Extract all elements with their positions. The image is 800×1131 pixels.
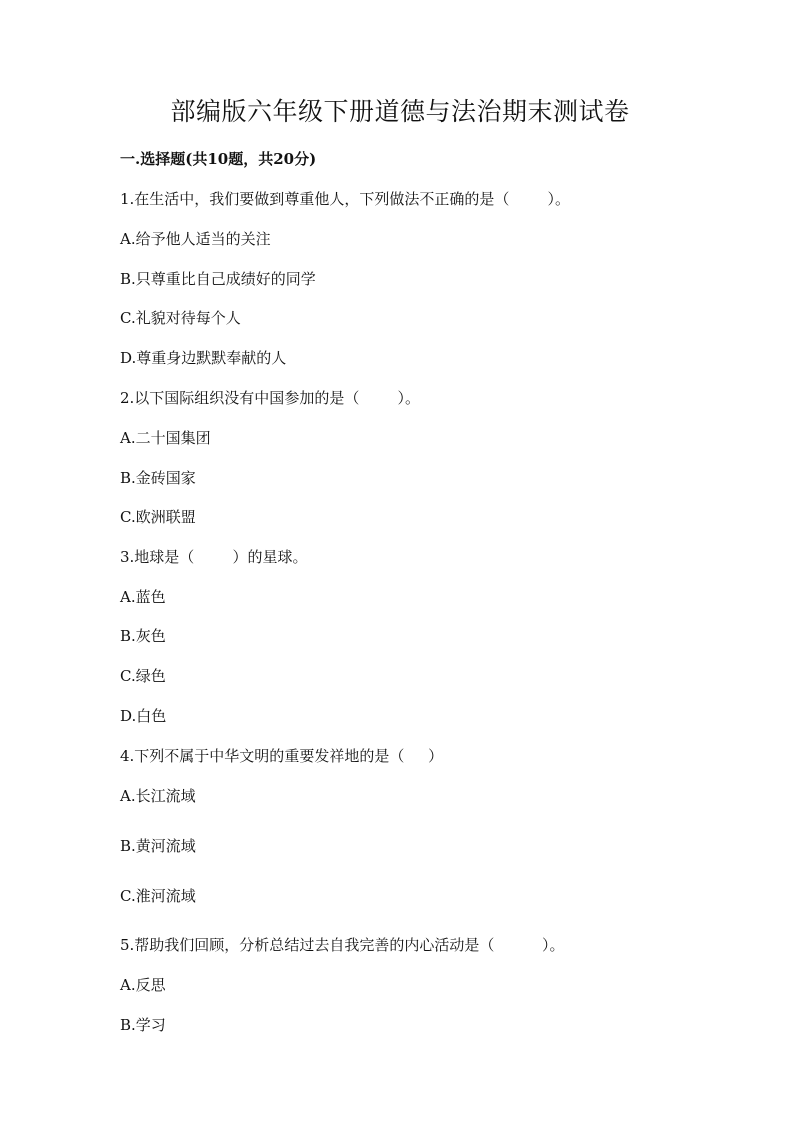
option-a: A.给予他人适当的关注 <box>120 230 271 248</box>
section-heading: 一.选择题(共10题，共20分) <box>120 150 317 168</box>
question-stem: 3.地球是（ ）的星球。 <box>120 548 308 566</box>
option-a: A.长江流域 <box>120 787 196 805</box>
option-a: A.反思 <box>120 976 166 994</box>
page-title: 部编版六年级下册道德与法治期末测试卷 <box>170 97 630 126</box>
option-d: D.白色 <box>120 707 167 725</box>
option-b: B.只尊重比自己成绩好的同学 <box>120 270 316 288</box>
question-stem: 4.下列不属于中华文明的重要发祥地的是（ ） <box>120 747 444 765</box>
option-b: B.学习 <box>120 1016 166 1034</box>
option-c: C.绿色 <box>120 667 166 685</box>
option-c: C.欧洲联盟 <box>120 508 196 526</box>
option-c: C.礼貌对待每个人 <box>120 309 241 327</box>
option-a: A.蓝色 <box>120 588 166 606</box>
option-a: A.二十国集团 <box>120 429 211 447</box>
question-stem: 1.在生活中，我们要做到尊重他人，下列做法不正确的是（ ）。 <box>120 190 570 208</box>
option-b: B.黄河流域 <box>120 837 196 855</box>
option-d: D.尊重身边默默奉献的人 <box>120 349 287 367</box>
option-b: B.金砖国家 <box>120 469 196 487</box>
option-b: B.灰色 <box>120 627 166 645</box>
question-stem: 2.以下国际组织没有中国参加的是（ ）。 <box>120 389 420 407</box>
question-stem: 5.帮助我们回顾，分析总结过去自我完善的内心活动是（ ）。 <box>120 936 565 954</box>
option-c: C.淮河流域 <box>120 887 196 905</box>
